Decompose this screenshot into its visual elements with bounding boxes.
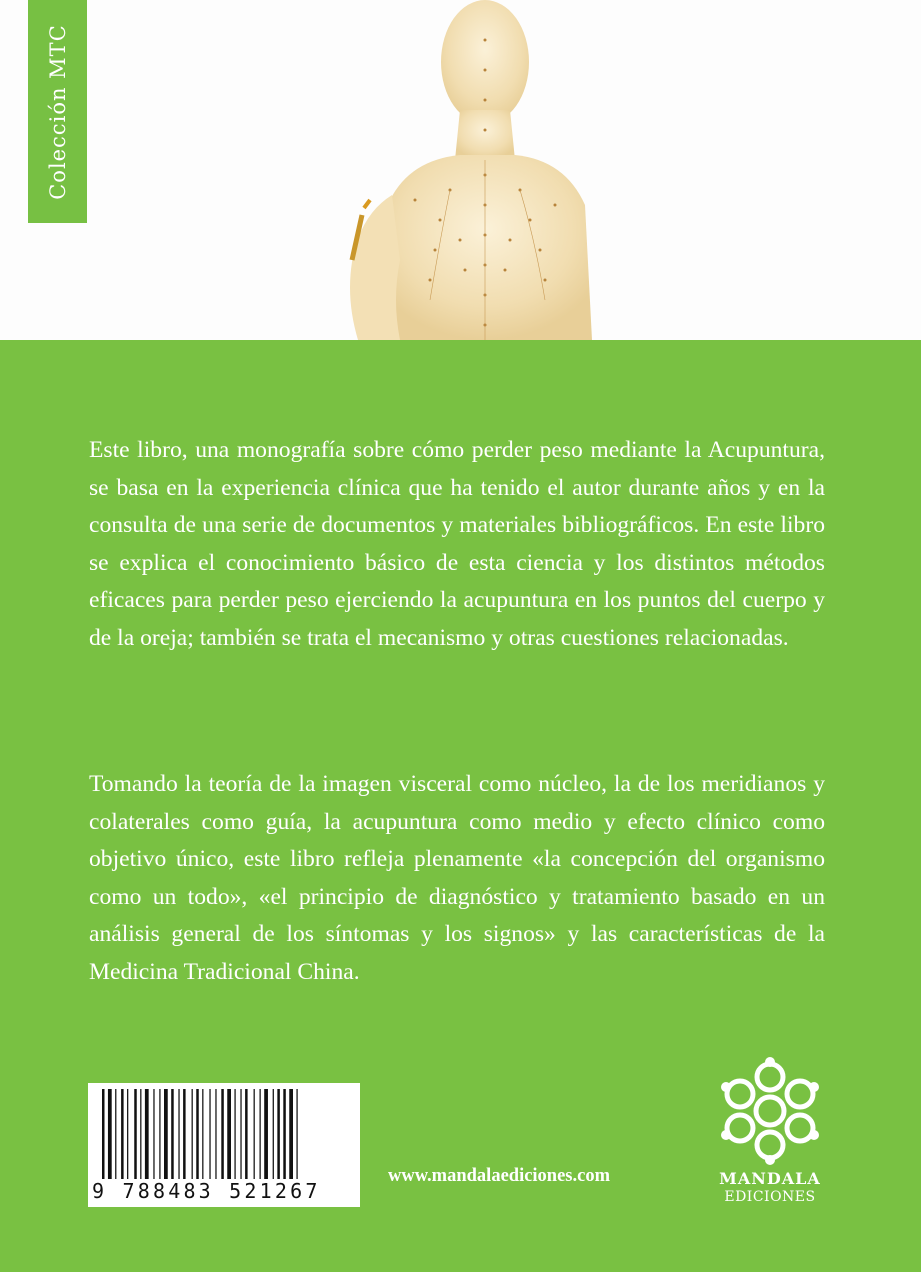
barcode-bars [100,1089,348,1179]
publisher-website: www.mandalaediciones.com [388,1166,610,1186]
series-label: Colección MTC [45,23,70,200]
cover-top-area [0,0,921,340]
series-tab [28,0,87,223]
description-paragraph-1: Este libro, una monografía sobre cómo perder peso mediante la Acupuntura, se basa en la experiencia clínica que ha tenido el autor durante años y en la consulta de una serie de documentos y materiales bibliográficos. En este libro se explica el conocimiento básico de esta ciencia y los distintos métodos eficaces para perder peso ejerciendo la acupuntura en los puntos del cuerpo y de la oreja; también se trata el mecanismo y otras cuestiones relacionadas. [89,437,825,651]
description-paragraph-2: Tomando la teoría de la imagen visceral como núcleo, la de los meridianos y colaterales como guía, la acupuntura como medio y efecto clínico como objetivo único, este libro refleja plenamente «la concepción del organismo como un todo», «el principio de diagnóstico y tratamiento basado en un análisis general de los síntomas y los signos» y las características de la Medicina Tradicional China. [89,771,825,985]
publisher-logo [710,1057,830,1207]
isbn-barcode [88,1083,360,1207]
publisher-subtitle: EDICIONES [724,1189,816,1205]
mandala-logo-icon [716,1057,824,1165]
acupuncture-figure-image [300,0,630,340]
publisher-name: MANDALA [719,1169,821,1188]
isbn-number: 9 788483 521267 [92,1179,321,1203]
